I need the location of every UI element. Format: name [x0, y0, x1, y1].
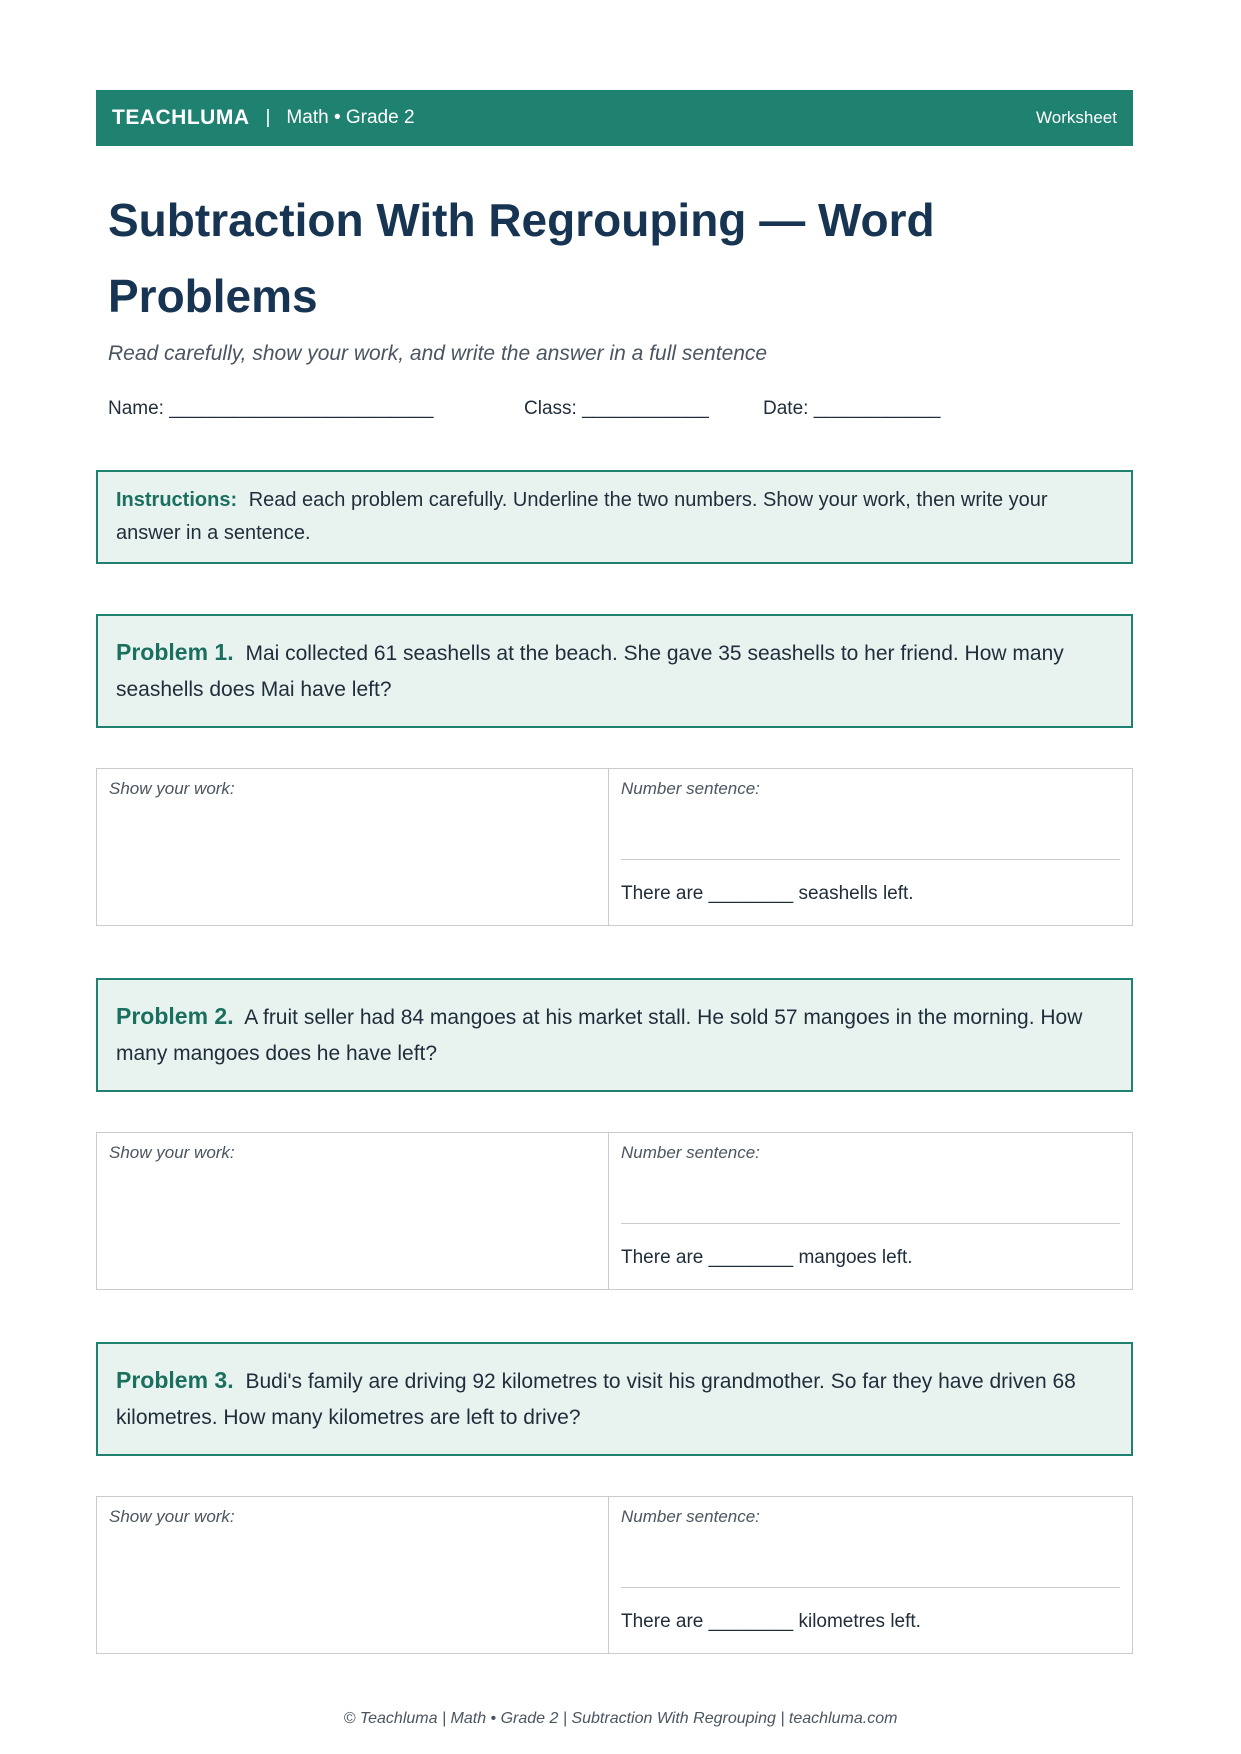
writing-line — [621, 1223, 1120, 1224]
answer-sentence: There are ________ mangoes left. — [621, 1247, 913, 1268]
page-footer: © Teachluma | Math • Grade 2 | Subtraction With Regrouping | teachluma.com — [343, 1710, 898, 1727]
work-area — [97, 1497, 609, 1653]
number-sentence-area — [609, 769, 1132, 925]
problem-label: Problem 1. — [116, 639, 234, 665]
problem-3 — [96, 1342, 1133, 1456]
answer-sentence: There are ________ seashells left. — [621, 883, 914, 904]
answer-box-2 — [96, 1132, 1133, 1290]
instructions-text: Read each problem carefully. Underline the two numbers. Show your work, then write your answer in a sentence. — [116, 489, 1048, 544]
answer-sentence: There are ________ kilometres left. — [621, 1611, 921, 1632]
problem-text: A fruit seller had 84 mangoes at his market stall. He sold 57 mangoes in the morning. How many mangoes does he have left? — [116, 1006, 1083, 1065]
work-label: Show your work: — [109, 779, 235, 798]
work-area — [97, 769, 609, 925]
work-label: Show your work: — [109, 1507, 235, 1526]
answer-box-3 — [96, 1496, 1133, 1654]
problem-text: Mai collected 61 seashells at the beach. She gave 35 seashells to her friend. How many seashells does Mai have left? — [116, 642, 1064, 701]
answer-box-1 — [96, 768, 1133, 926]
header-subject: Math • Grade 2 — [286, 107, 415, 128]
name-field: Name: _________________________ — [108, 398, 434, 419]
date-field: Date: ____________ — [763, 398, 941, 419]
work-label: Show your work: — [109, 1143, 235, 1162]
problem-1 — [96, 614, 1133, 728]
class-field: Class: ____________ — [524, 398, 709, 419]
writing-line — [621, 859, 1120, 860]
header-separator: | — [265, 107, 271, 128]
page-subtitle: Read carefully, show your work, and write the answer in a full sentence — [108, 342, 768, 365]
instructions-box — [96, 470, 1133, 564]
student-fields — [108, 398, 1133, 420]
page-title: Subtraction With Regrouping — Word Problems — [108, 194, 935, 322]
writing-line — [621, 1587, 1120, 1588]
instructions-label: Instructions: — [116, 489, 238, 511]
number-sentence-label: Number sentence: — [621, 1143, 760, 1162]
number-sentence-area — [609, 1497, 1132, 1653]
number-sentence-area — [609, 1133, 1132, 1289]
problem-2 — [96, 978, 1133, 1092]
header-doc-type: Worksheet — [1036, 108, 1117, 127]
problem-label: Problem 2. — [116, 1003, 234, 1029]
work-area — [97, 1133, 609, 1289]
worksheet-page — [96, 90, 1133, 1654]
number-sentence-label: Number sentence: — [621, 779, 760, 798]
header-bar — [96, 90, 1133, 146]
problem-text: Budi's family are driving 92 kilometres to visit his grandmother. So far they have driven 68 kilometres. How many kilometres are left to drive? — [116, 1370, 1076, 1429]
problem-label: Problem 3. — [116, 1367, 234, 1393]
brand-logo: TEACHLUMA — [112, 106, 250, 129]
header-left — [112, 106, 415, 130]
number-sentence-label: Number sentence: — [621, 1507, 760, 1526]
